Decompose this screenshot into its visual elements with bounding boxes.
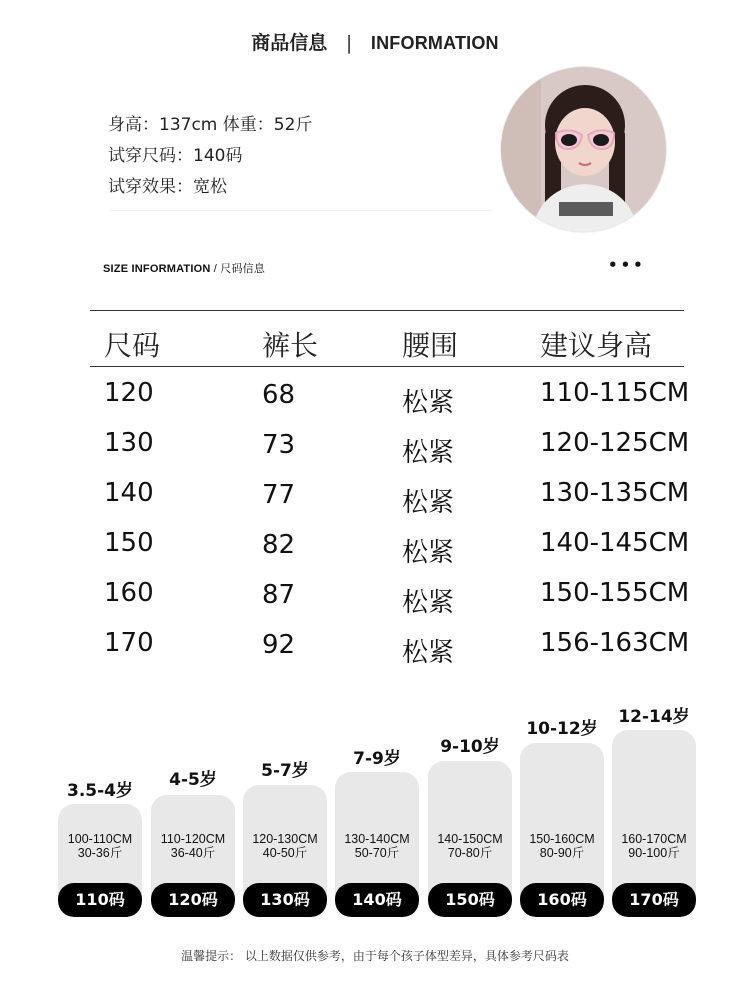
bar-range (58, 832, 142, 860)
model-tried-size: 试穿尺码：140码 (108, 146, 243, 166)
bar-box (243, 785, 327, 917)
bar-age-label: 7-9岁 (353, 749, 401, 769)
size-label-cn: / 尺码信息 (210, 263, 266, 275)
bar-range (428, 832, 512, 860)
table-cell-waist: 松紧 (402, 538, 455, 568)
model-divider (110, 210, 492, 211)
bar-age-label: 9-10岁 (440, 737, 500, 757)
table-cell-pants-length: 73 (262, 430, 296, 460)
bar-height-range: 120-130CM (252, 832, 318, 846)
bar-age-label: 4-5岁 (169, 770, 217, 790)
header-title-cn: 商品信息 (251, 32, 328, 54)
bar-age-label: 3.5-4岁 (67, 781, 133, 801)
bar-box (520, 743, 604, 917)
table-header-size: 尺码 (104, 329, 161, 362)
table-header-border (90, 366, 684, 367)
table-cell-suggested-height: 130-135CM (540, 478, 690, 508)
bar-box (151, 795, 235, 917)
table-cell-pants-length: 87 (262, 580, 296, 610)
table-cell-waist: 松紧 (402, 388, 455, 418)
table-cell-size: 160 (104, 578, 154, 608)
bar-size-label: 110码 (58, 883, 142, 917)
table-cell-size: 170 (104, 628, 154, 658)
table-cell-pants-length: 92 (262, 630, 296, 660)
table-header-suggested-height: 建议身高 (540, 329, 653, 362)
table-cell-size: 140 (104, 478, 154, 508)
bar-size-label: 170码 (612, 883, 696, 917)
bar-age-label: 12-14岁 (618, 707, 690, 727)
bar-size-label: 140码 (335, 883, 419, 917)
bar-box (58, 804, 142, 917)
table-cell-size: 120 (104, 378, 154, 408)
bar-weight-range: 36-40斤 (170, 846, 216, 860)
table-cell-waist: 松紧 (402, 438, 455, 468)
bar-range (612, 832, 696, 860)
model-avatar (501, 67, 666, 232)
header-title-en: INFORMATION (370, 33, 499, 53)
bar-box (335, 772, 419, 917)
model-photo-illustration (501, 67, 666, 232)
model-fit: 试穿效果：宽松 (108, 177, 227, 197)
bar-weight-range: 90-100斤 (628, 846, 680, 860)
bar-box (428, 761, 512, 917)
bar-size-label: 120码 (151, 883, 235, 917)
bar-weight-range: 50-70斤 (354, 846, 400, 860)
page-header (0, 28, 750, 55)
bar-age-label: 10-12岁 (526, 719, 598, 739)
bar-height-range: 140-150CM (437, 832, 503, 846)
table-cell-suggested-height: 156-163CM (540, 628, 690, 658)
bar-height-range: 110-120CM (160, 832, 226, 846)
table-header-pants-length: 裤长 (262, 329, 319, 362)
table-cell-size: 150 (104, 528, 154, 558)
bar-range (243, 832, 327, 860)
table-top-border (90, 310, 684, 311)
bar-height-range: 160-170CM (621, 832, 687, 846)
bar-size-label: 130码 (243, 883, 327, 917)
table-cell-pants-length: 68 (262, 380, 296, 410)
table-cell-pants-length: 77 (262, 480, 296, 510)
bar-weight-range: 70-80斤 (447, 846, 493, 860)
bar-size-label: 150码 (428, 883, 512, 917)
bar-height-range: 100-110CM (67, 832, 133, 846)
size-label-en: SIZE INFORMATION (103, 263, 211, 275)
more-dots-icon: ••• (608, 256, 646, 274)
table-cell-waist: 松紧 (402, 488, 455, 518)
bar-range (335, 832, 419, 860)
table-cell-suggested-height: 110-115CM (540, 378, 690, 408)
bar-range (151, 832, 235, 860)
bar-age-label: 5-7岁 (261, 761, 309, 781)
table-cell-suggested-height: 140-145CM (540, 528, 690, 558)
bar-height-range: 150-160CM (529, 832, 595, 846)
bar-size-label: 160码 (520, 883, 604, 917)
bar-box (612, 730, 696, 917)
bar-weight-range: 80-90斤 (539, 846, 585, 860)
table-cell-waist: 松紧 (402, 588, 455, 618)
table-cell-size: 130 (104, 428, 154, 458)
header-separator: | (345, 32, 353, 54)
bar-weight-range: 30-36斤 (77, 846, 123, 860)
model-height-weight: 身高：137cm 体重：52斤 (108, 115, 313, 135)
table-cell-waist: 松紧 (402, 638, 455, 668)
bar-range (520, 832, 604, 860)
size-information-label (103, 260, 265, 276)
bar-weight-range: 40-50斤 (262, 846, 308, 860)
bar-height-range: 130-140CM (344, 832, 410, 846)
footnote: 温馨提示： 以上数据仅供参考，由于每个孩子体型差异，具体参考尺码表 (181, 949, 569, 963)
table-cell-suggested-height: 150-155CM (540, 578, 690, 608)
table-header-waist: 腰围 (402, 329, 459, 362)
table-cell-pants-length: 82 (262, 530, 296, 560)
table-cell-suggested-height: 120-125CM (540, 428, 690, 458)
